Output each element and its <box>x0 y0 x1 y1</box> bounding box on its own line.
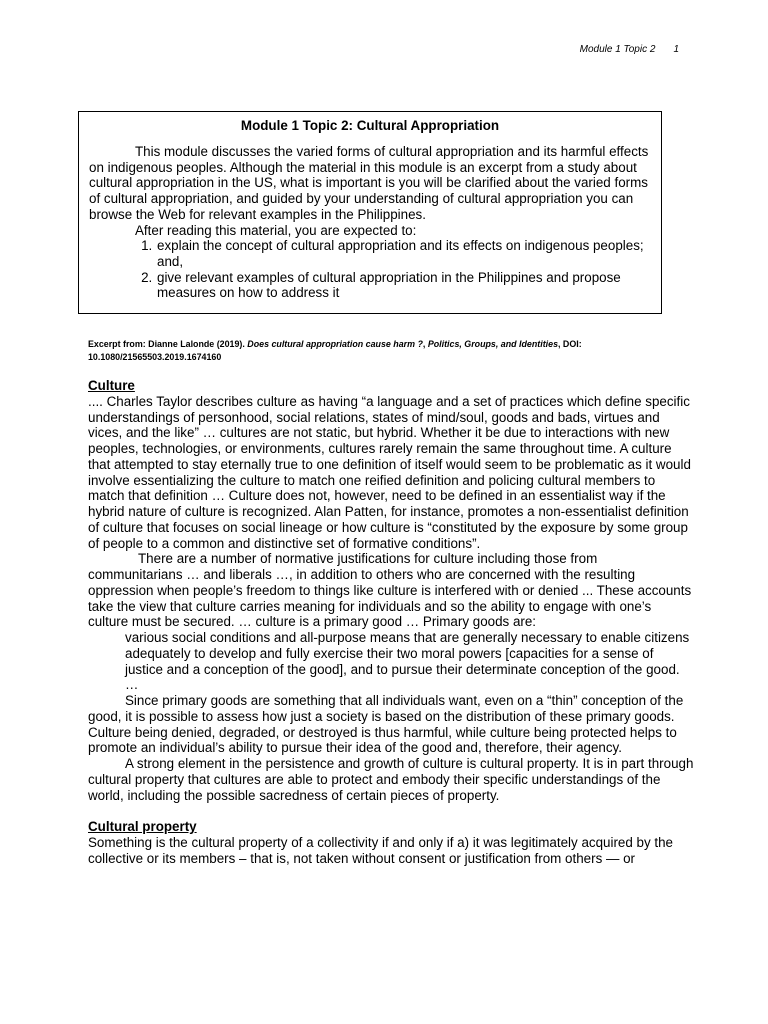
block-quote: various social conditions and all-purpose means that are generally necessary to enable citizens adequately to develop and fully exercise their two moral powers [capacities for a sense of justice and a conception of the good], and to pursue their determinate conception of the good. … <box>125 630 690 693</box>
cultural-property-paragraph-1: Something is the cultural property of a collectivity if and only if a) it was legitimately acquired by the collective or its members – that is, not taken without consent or justification from others — or <box>88 835 674 866</box>
page-number: 1 <box>673 44 679 55</box>
module-overview-box <box>78 111 662 314</box>
module-expect-line: After reading this material, you are expected to: <box>135 222 417 238</box>
running-header <box>580 44 679 55</box>
section-gap <box>88 803 694 819</box>
citation-journal: Politics, Groups, and Identities <box>427 339 558 349</box>
excerpt-citation <box>88 338 688 364</box>
module-title: Module 1 Topic 2: Cultural Appropriation <box>240 118 500 133</box>
module-intro: This module discusses the varied forms of cultural appropriation and its harmful effects on indigenous peoples. Although the material in this module is an excerpt from a study about cultural appropriation in the US, what is important is you will be clarified about the varied forms of cultural appropriation, and guided by your understanding of cultural appropriation you can browse the Web for relevant examples in the Philippines. <box>89 144 649 222</box>
main-body <box>88 378 694 867</box>
citation-prefix: Excerpt from: Dianne Lalonde (2019). <box>88 339 248 349</box>
culture-paragraph-1: .... Charles Taylor describes culture as having “a language and a set of practices which define specific understandings of personhood, social relations, states of mind/soul, goods and bads, virtues and vices, and the like” … cultures are not static, but hybrid. Whether it be due to interactions with new peoples, technologies, or environments, cultures rarely remain the same throughout time. A culture that attempted to stay eternally true to one definition of itself would seem to be problematic as it would involve essentializing the culture to match one reified definition and policing cultural members to match that definition … Culture does not, however, need to be defined in an essentialist way if the hybrid nature of culture is recognized. Alan Patten, for instance, promotes a non-essentialist definition of culture that focuses on social lineage or how culture is “constituted by the exposure by some group of people to a common and distinctive set of formative conditions”. <box>88 393 691 551</box>
objectives-list <box>89 238 651 301</box>
running-title: Module 1 Topic 2 <box>579 44 656 55</box>
culture-paragraph-2: There are a number of normative justifications for culture including those from communitarians … and liberals …, in addition to others who are concerned with the resulting oppression when people’s freedom to things like culture is interfered with or denied ... These accounts take the view that culture carries meaning for individuals and so the ability to engage with one’s culture must be secured. … culture is a primary good … Primary goods are: <box>88 551 692 630</box>
culture-paragraph-4: A strong element in the persistence and growth of culture is cultural property. It is in part through cultural property that cultures are able to protect and embody their specific understandings of the world, including the possible sacredness of certain pieces of property. <box>88 756 694 803</box>
culture-paragraph-3: Since primary goods are something that all individuals want, even on a “thin” conception of the good, it is possible to assess how just a society is based on the distribution of these primary goods. Culture being denied, degraded, or destroyed is thus harmful, while culture being protected helps to promote an individual’s ability to pursue their idea of the good and, therefore, their agency. <box>88 693 684 756</box>
citation-title: Does cultural appropriation cause harm ? <box>247 339 423 349</box>
section-heading-culture: Culture <box>88 378 135 393</box>
section-heading-cultural-property: Cultural property <box>88 819 197 835</box>
objective-item: 1. explain the concept of cultural appropriation and its effects on indigenous peoples; and, <box>156 238 651 269</box>
objective-item: 2. give relevant examples of cultural appropriation in the Philippines and propose measures on how to address it <box>156 270 651 301</box>
citation-doi: , DOI: 10.1080/21565503.2019.1674160 <box>88 339 582 362</box>
citation-separator: , <box>422 339 428 349</box>
